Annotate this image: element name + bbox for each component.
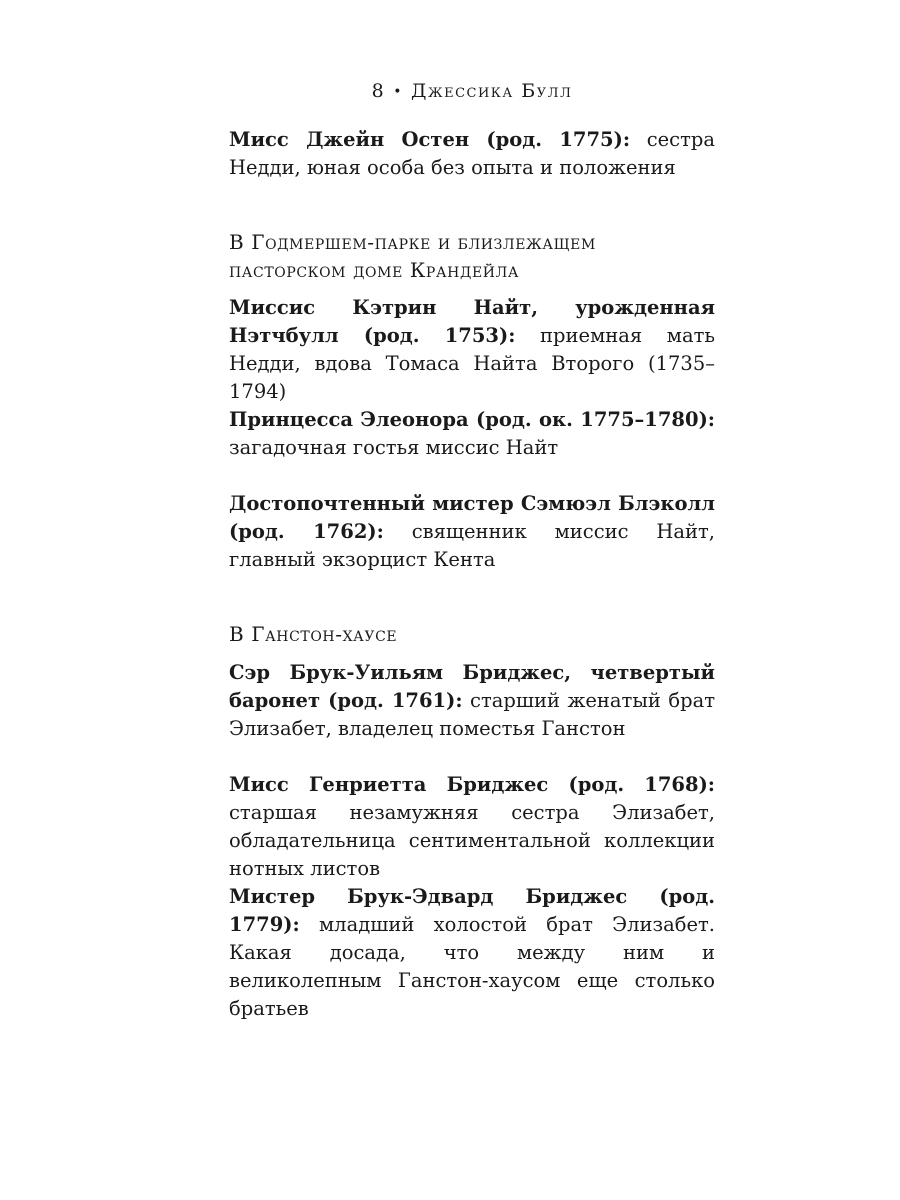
character-name: Мисс Джейн Остен (род. 1775): [229, 128, 631, 151]
character-description: священник миссис Найт, главный экзорцист Кента [229, 520, 716, 571]
running-head [229, 80, 715, 102]
character-description: загадочная гостья миссис Найт [229, 436, 559, 459]
separator-bullet: • [393, 84, 404, 100]
character-entry [229, 294, 715, 406]
character-name: Принцесса Элеонора (род. ок. 1775–1780): [229, 408, 715, 431]
character-entry [229, 406, 715, 462]
character-description: старший женатый брат Элизабет, владелец поместья Ганстон [229, 689, 715, 740]
author-name: Джессика Булл [411, 80, 573, 102]
character-description: сестра Недди, юная особа без опыта и положения [229, 128, 715, 179]
character-entry [229, 659, 715, 743]
character-name: Миссис Кэтрин Найт, урожденная Нэтчбулл (род. 1753): [229, 296, 715, 347]
character-description: младший холостой брат Элизабет. Какая досада, что между ним и великолепным Ганстон-хаусом еще столько братьев [229, 913, 716, 1020]
character-description: старшая незамужняя сестра Элизабет, обладательница сентиментальной коллекции нотных листов [229, 801, 715, 880]
character-name: Мисс Генриетта Бриджес (род. 1768): [229, 773, 715, 796]
character-entry [229, 126, 715, 182]
character-description: приемная мать Недди, вдова Томаса Найта Второго (1735–1794) [229, 324, 715, 403]
section-title: В Ганстон-хаусе [229, 622, 398, 646]
page-number: 8 [371, 80, 386, 102]
character-name: Сэр Брук-Уильям Бриджес, четвертый баронет (род. 1761): [229, 661, 715, 712]
character-entry [229, 771, 715, 883]
character-entry [229, 490, 715, 574]
character-name: Достопочтенный мистер Сэмюэл Блэколл (род. 1762): [229, 492, 715, 543]
character-name: Мистер Брук-Эдвард Бриджес (род. 1779): [229, 885, 715, 936]
section-title: В Годмершем-парке и близлежащем пасторском доме Крандейла [229, 230, 596, 282]
character-entry [229, 883, 715, 1023]
